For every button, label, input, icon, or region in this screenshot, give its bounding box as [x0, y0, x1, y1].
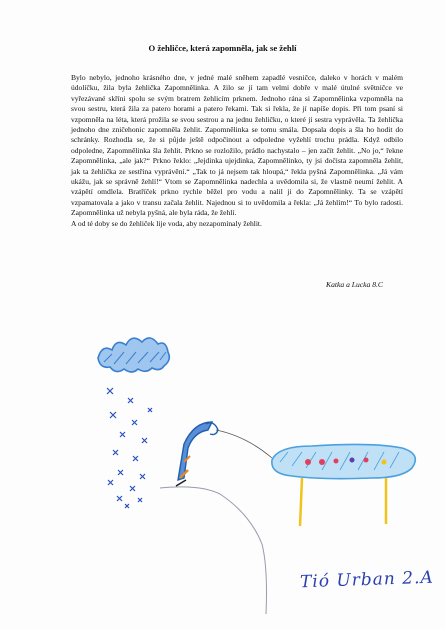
ground-line	[160, 487, 267, 614]
cloud-drawing	[98, 338, 169, 372]
story-paragraph-ending: A od té doby se do žehliček lije voda, aby nezapomínaly žehlit.	[71, 218, 262, 228]
snowflakes-drawing	[107, 388, 152, 508]
authors-signature: Katka a Lucka 8.C	[326, 280, 383, 289]
iron-drawing	[176, 422, 218, 486]
story-paragraph: Bylo nebylo, jednoho krásného dne, v jedné malé sněhem zapadlé vesničce, daleko v horách v malém údolíčku, žila byla žehlička Zapomnělinka. A žilo se jí tam velmi dobře v malé útulné světničce ve vyřezávané skříni spolu se svým bratrem žehlicím prknem. Jednoho rána si Zapomnělinka vzpomněla na svou sestru, která žila za patero horami a patero řekami. Tak si řekla, že jí napíše dopis. Při tom psaní si vzpomněla na léta, která prožila se svou sestrou a na jednu žehličku, o které jí sestra vyprávěla. Ta žehlička jednoho dne zničehonic zapomněla žehlit. Zapomnělinka se tomu smála. Dopsala dopis a šla ho hodit do schránky. Rozhodla se, že si půjde ještě odpočinout a odpoledne vyžehlí trochu prádla. Když odbilo odpoledne, Zapomnělinka šla žehlit. Prkno se rozložilo, prádlo nachystalo – jen začít žehlit. „No jo,“ řekne Zapomnělinka, „ale jak?“ Prkno řeklo: „Jejdinka ujejdinka, Zapomnělinko, ty jsi dočista zapomněla žehlit, jak ta žehlička ze sestřina vyprávění.“ „Tak to já nejsem tak hloupá,“ řekla pyšná Zapomnělinka. „Já vám ukážu, jak se správně žehlí!“ Vtom se Zapomnělinka nadechla a uvědomila si, že vlastně neumí žehlit. A vzápětí omdlela. Bratříček prkno rychle běžel pro vodu a nalil ji do Zapomnělinky. Ta se vzápětí vzpamatovala a jako v transu začala žehlit. Najednou si to uvědomila a řekla: „Já žehlím!“ To bylo radosti. Zapomnělinka už nebyla pyšná, ale byla ráda, že žehlí.	[71, 73, 403, 218]
story-title: O žehličce, která zapomněla, jak se žehlí	[148, 43, 297, 53]
ironing-board-drawing	[272, 444, 416, 526]
handwritten-signature: Tió Urban 2.A	[299, 567, 435, 593]
iron-cord	[216, 430, 272, 458]
